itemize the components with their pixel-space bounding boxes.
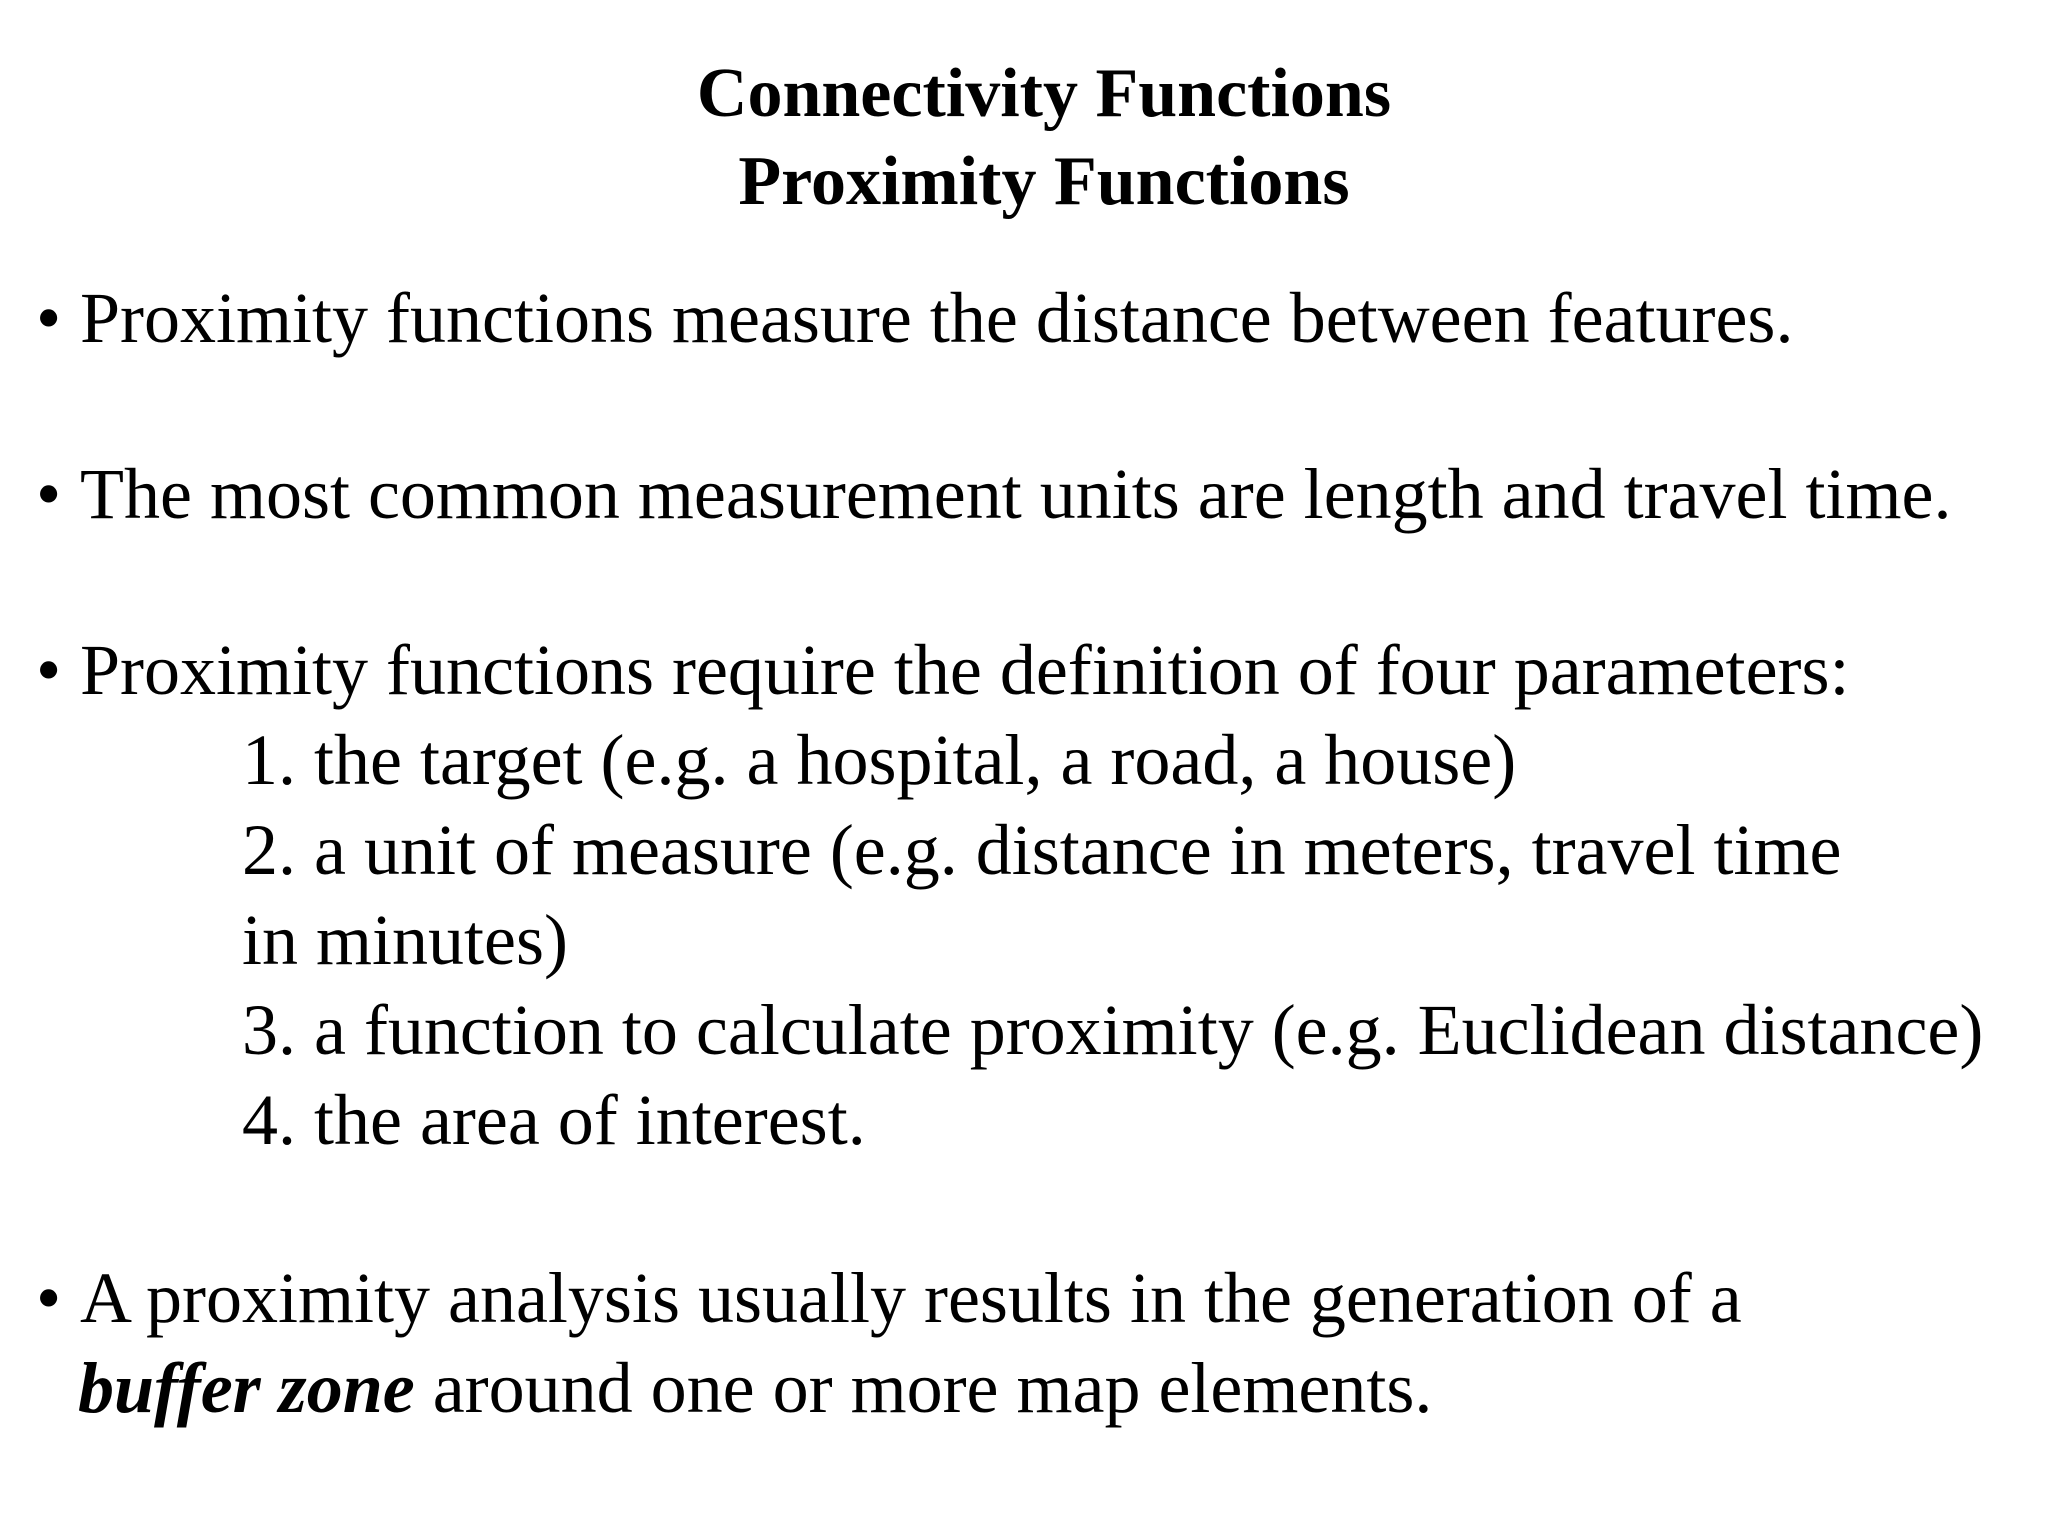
bullet-marker: • [36,1258,62,1338]
parameter-item: 1. the target (e.g. a hospital, a road, a house) [242,720,1517,800]
title-line-2: Proximity Functions [738,143,1350,220]
bullet-text: around one or more map elements. [414,1348,1433,1428]
parameter-item: 4. the area of interest. [242,1080,866,1160]
bullet-marker: • [36,630,62,710]
bullet-item [36,628,1850,712]
slide-title [0,50,2048,226]
bullet-marker: • [36,278,62,358]
title-line-1: Connectivity Functions [696,55,1392,132]
bullet-item [36,276,1793,360]
parameter-item-continuation: in minutes) [242,900,568,980]
buffer-zone-term: buffer zone [78,1348,415,1428]
bullet-item [36,452,1951,536]
bullet-text: The most common measurement units are length and travel time. [80,454,1952,534]
bullet-marker: • [36,454,62,534]
bullet-text: Proximity functions require the definition of four parameters: [80,630,1850,710]
parameter-item: 2. a unit of measure (e.g. distance in meters, travel time [242,810,1842,890]
bullet-continuation [78,1346,1432,1430]
parameter-item: 3. a function to calculate proximity (e.g. Euclidean distance) [242,990,1984,1070]
bullet-text: Proximity functions measure the distance between features. [80,278,1794,358]
bullet-item [36,1256,1742,1340]
bullet-text: A proximity analysis usually results in the generation of a [80,1258,1742,1338]
